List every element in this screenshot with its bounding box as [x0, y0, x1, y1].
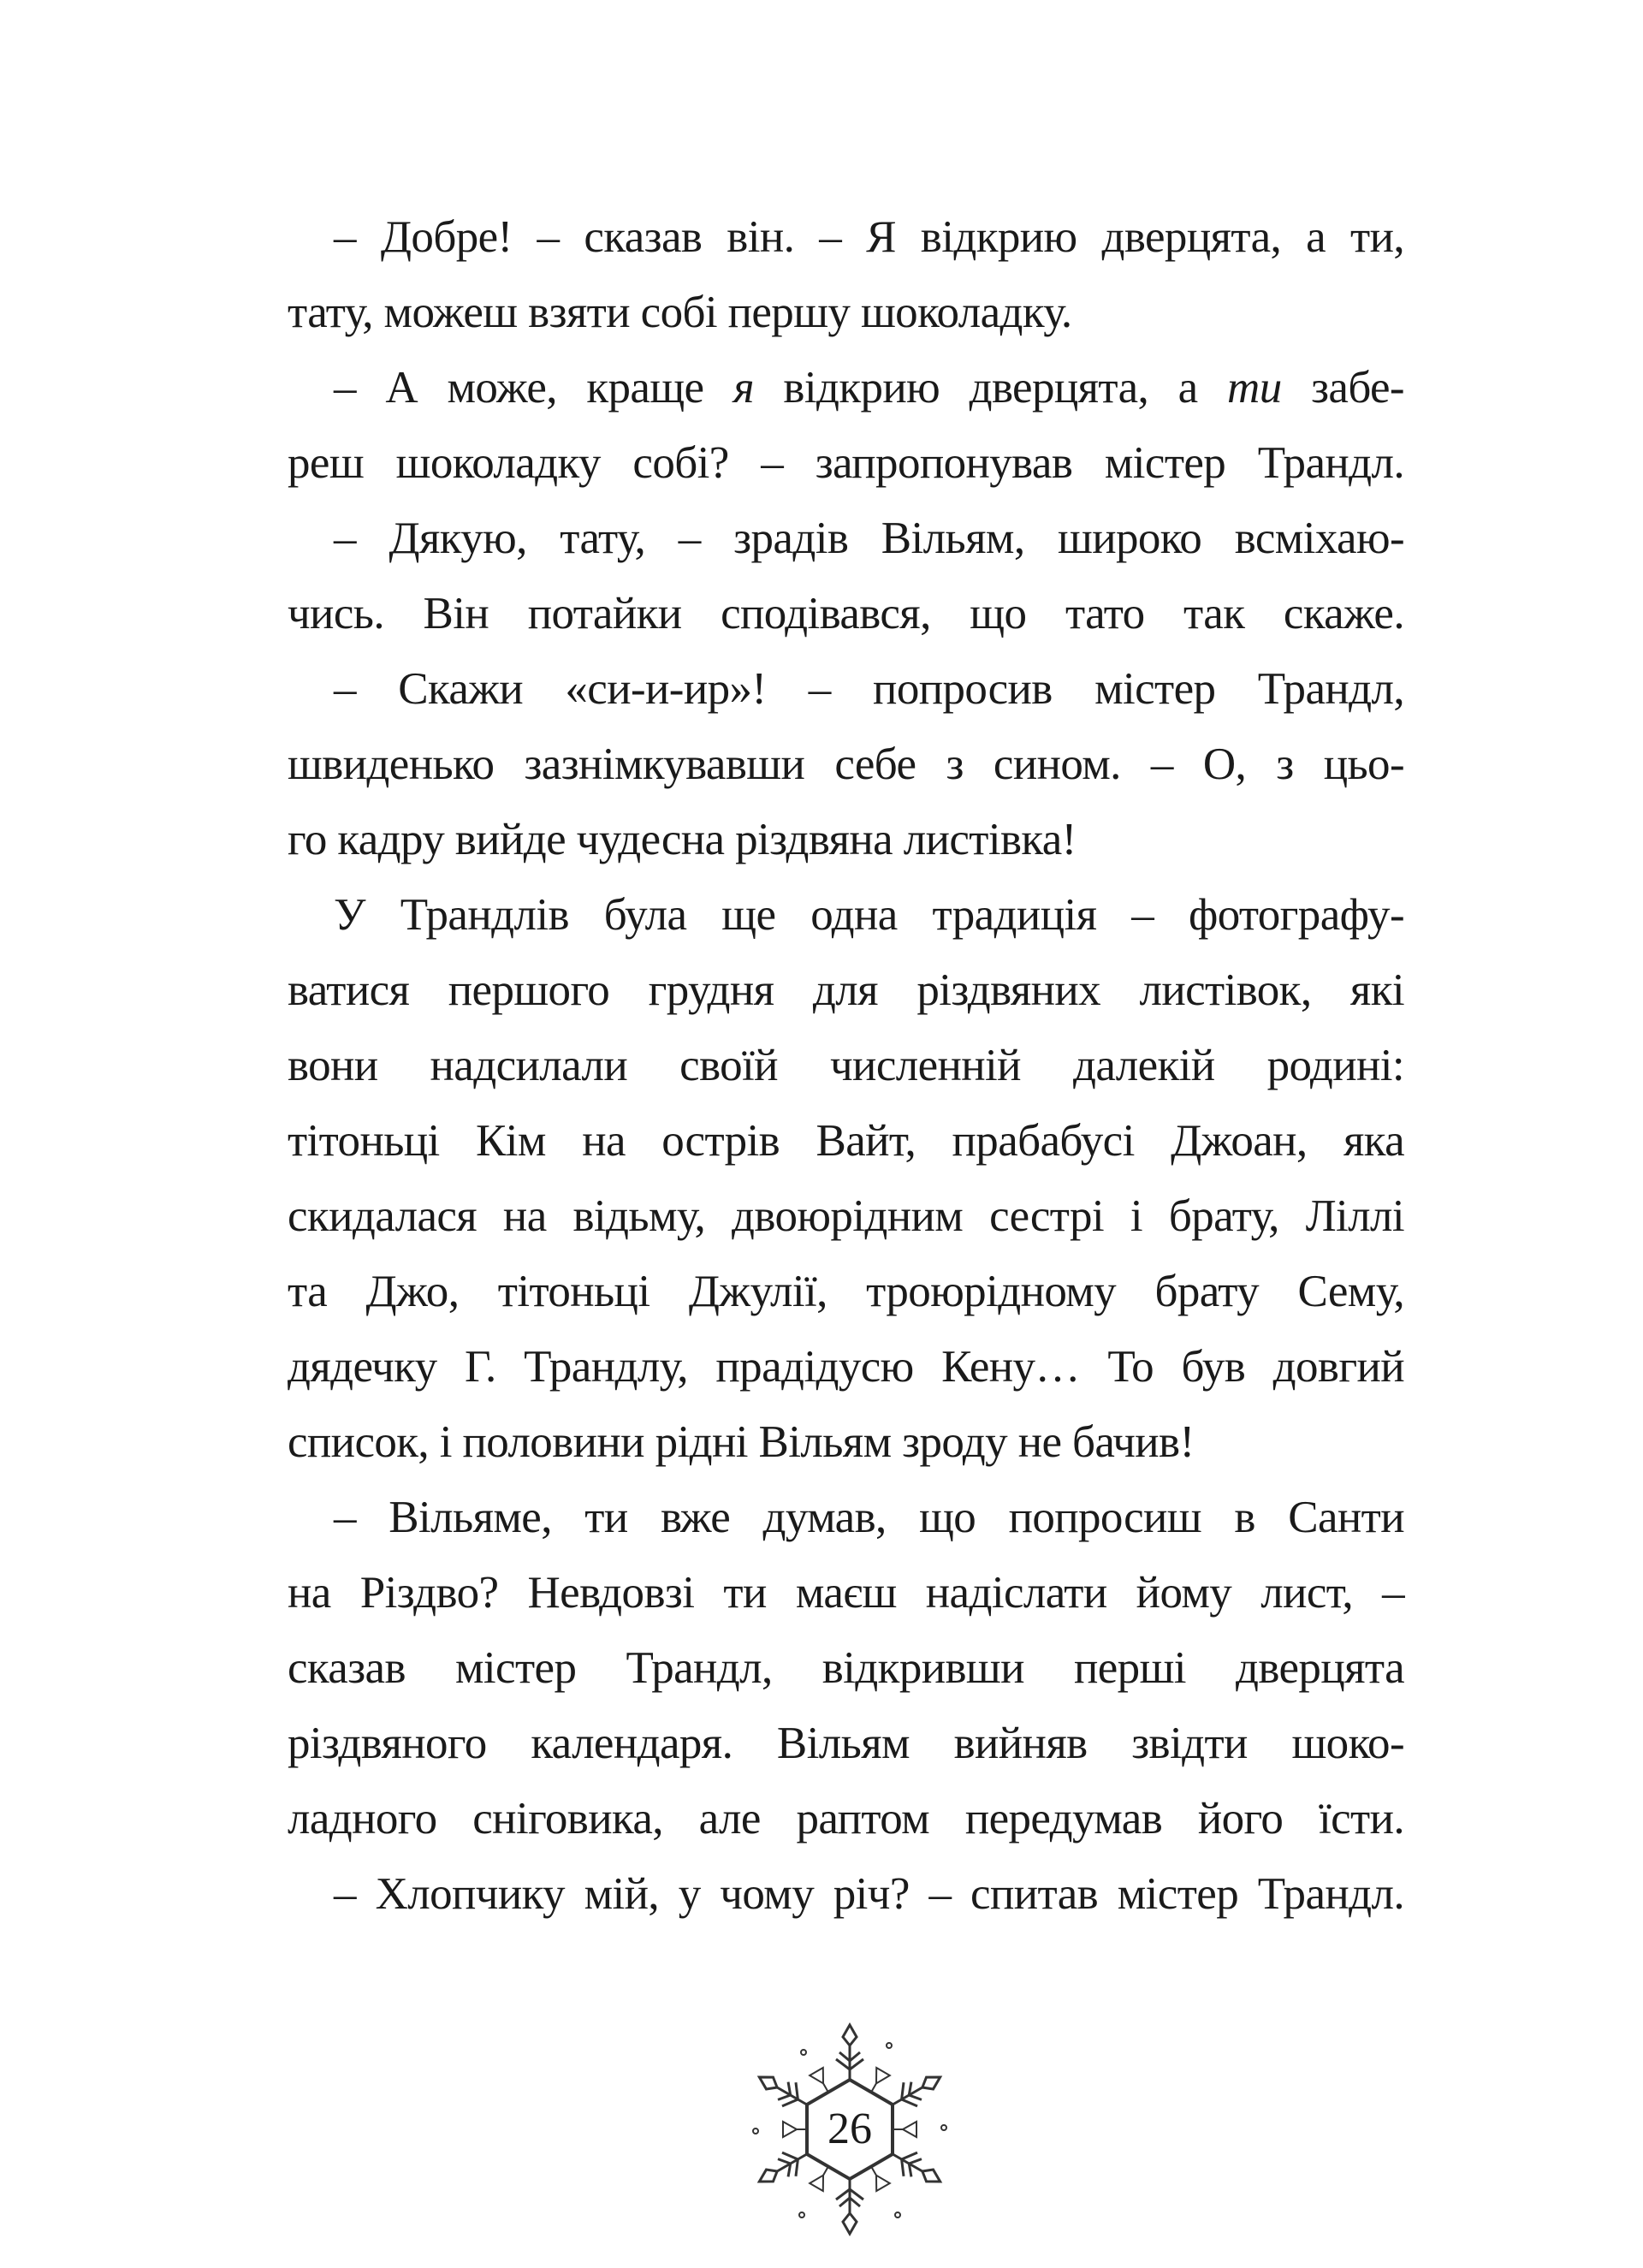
text-line: реш шоколадку собі? – запропонував містер Трандл.	[288, 438, 1404, 488]
text-line: тату, можеш взяти собі першу шоколадку.	[288, 288, 1072, 337]
text-line: ватися першого грудня для різдвяних листівок, які	[288, 965, 1404, 1015]
text-line: швиденько зазнімкувавши себе з сином. – О, з цьо-	[288, 739, 1404, 789]
text-line: ладного сніговика, але раптом передумав його їсти.	[288, 1794, 1404, 1843]
text-line: го кадру вийде чудесна різдвяна листівка!	[288, 815, 1077, 864]
text-line: вони надсилали своїй численній далекій родині:	[288, 1041, 1404, 1090]
text-line: та Джо, тітоньці Джулії, троюрідному брату Сему,	[288, 1267, 1404, 1316]
text-line: скидалася на відьму, двоюрідним сестрі і брату, Ліллі	[288, 1191, 1404, 1241]
text-line: різдвяного календаря. Вільям вийняв звідти шоко-	[288, 1719, 1404, 1768]
text-line: – Дякую, тату, – зрадів Вільям, широко всміхаю-	[334, 514, 1404, 563]
text-line: чись. Він потайки сподівався, що тато так скаже.	[288, 589, 1404, 638]
text-line: на Різдво? Невдовзі ти маєш надіслати йому лист, –	[288, 1568, 1404, 1618]
text-line: список, і половини рідні Вільям зроду не бачив!	[288, 1417, 1195, 1467]
italic-word: я	[733, 363, 754, 413]
text-line: – Хлопчику мій, у чому річ? – спитав містер Трандл.	[334, 1869, 1404, 1919]
text-segment: відкрию дверцята, а	[753, 363, 1228, 413]
text-line: У Трандлів була ще одна традиція – фотографу-	[334, 890, 1404, 940]
text-line: – Вільяме, ти вже думав, що попросиш в Санти	[334, 1493, 1404, 1542]
text-segment: забе-	[1281, 363, 1404, 413]
text-line: – Добре! – сказав він. – Я відкрию дверцята, а ти,	[334, 212, 1404, 262]
text-line: – Скажи «си-и-ир»! – попросив містер Трандл,	[334, 664, 1404, 714]
text-line: дядечку Г. Трандлу, прадідусю Кену… То був довгий	[288, 1342, 1404, 1392]
italic-word: ти	[1227, 363, 1282, 413]
text-line	[288, 350, 1404, 425]
text-line: тітоньці Кім на острів Вайт, прабабусі Джоан, яка	[288, 1116, 1404, 1166]
body-text	[288, 199, 1404, 1932]
text-line: сказав містер Трандл, відкривши перші дверцята	[288, 1643, 1404, 1693]
page-number: 26	[827, 2105, 872, 2153]
text-segment: – А може, краще	[334, 363, 733, 413]
